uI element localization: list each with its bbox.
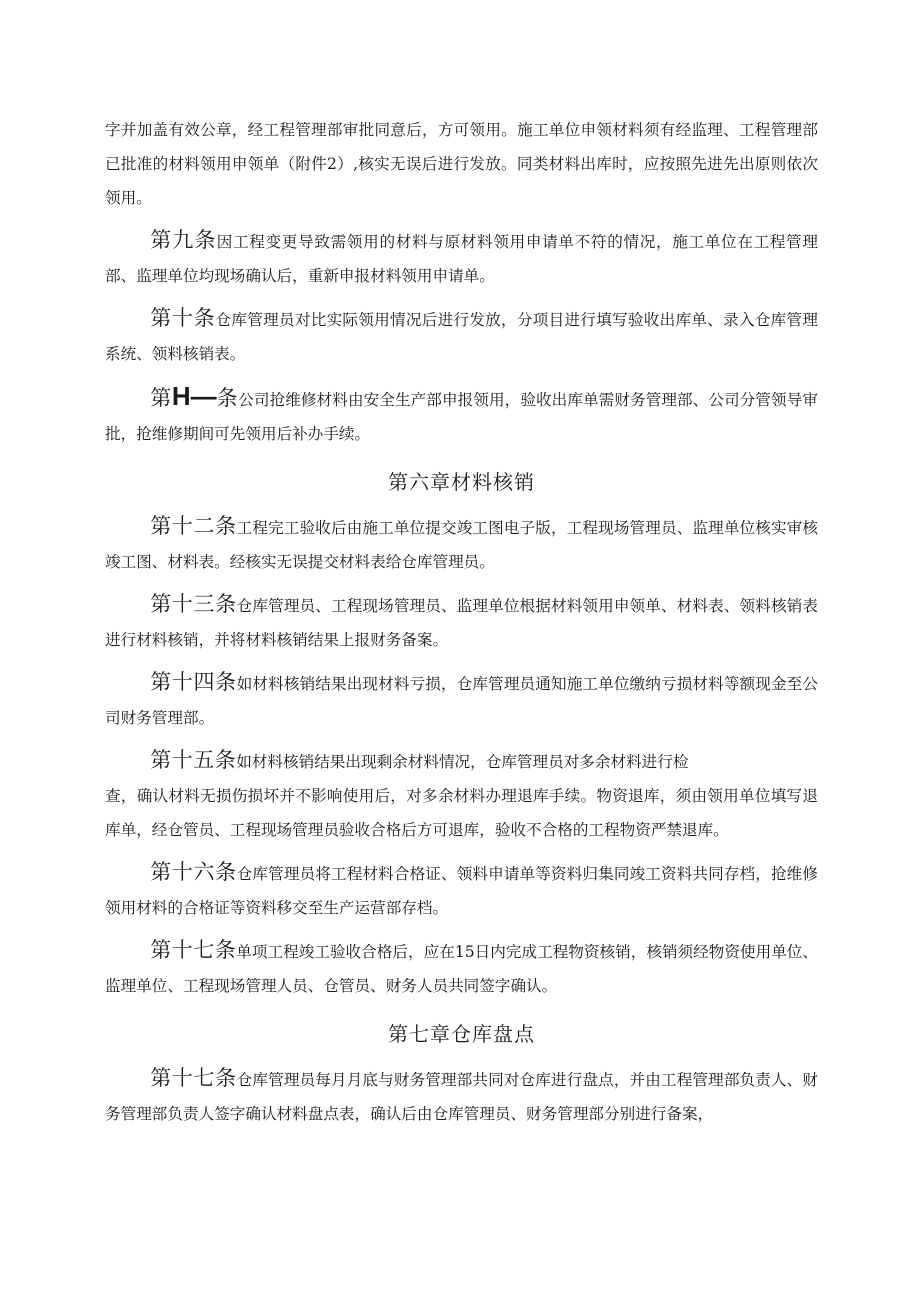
article-text: 如材料核销结果出现剩余材料情况，仓库管理员对多余材料进行检: [236, 753, 689, 771]
article-text: 仓库管理员、工程现场管理员、监理单位根据材料领用申领单、材料表、领料核销表进行材料核销，并将材料核销结果上报财务备案。: [105, 597, 818, 649]
article-label: 第十七条: [150, 1066, 237, 1090]
article-label: 第九条: [150, 228, 217, 252]
article-label: 第十六条: [150, 860, 237, 884]
article-17-inventory: [105, 1061, 818, 1131]
article-11: [105, 379, 818, 451]
document-body: [105, 113, 818, 1131]
article-10: [105, 301, 818, 371]
article-text: 公司抢维修材料由安全生产部申报领用，验收出库单需财务管理部、公司分管领导审批，抢维修期间可先领用后补办手续。: [105, 391, 818, 443]
article-text: 仓库管理员每月月底与财务管理部共同对仓库进行盘点，并由工程管理部负责人、财务管理部负责人签字确认材料盘点表，确认后由仓库管理员、财务管理部分别进行备案，: [105, 1071, 818, 1123]
article-label: 第十二条: [150, 514, 237, 538]
article-label: 第十五条: [150, 748, 237, 772]
article-text: 工程完工验收后由施工单位提交竣工图电子版，工程现场管理员、监理单位核实审核竣工图、材料表。经核实无误提交材料表给仓库管理员。: [105, 519, 818, 571]
article-16: [105, 855, 818, 925]
article-text: 仓库管理员对比实际领用情况后进行发放，分项目进行填写验收出库单、录入仓库管理系统、领料核销表。: [105, 311, 818, 363]
article-text: 仓库管理员将工程材料合格证、领料申请单等资料归集同竣工资料共同存档，抢维修领用材料的合格证等资料移交至生产运营部存档。: [105, 865, 818, 917]
article-label-prefix: 第: [150, 386, 172, 410]
article-text: 因工程变更导致需领用的材料与原材料领用申请单不符的情况，施工单位在工程管理部、监理单位均现场确认后，重新申报材料领用申请单。: [105, 233, 818, 285]
article-17: [105, 933, 818, 1003]
lead-paragraph: 字并加盖有效公章，经工程管理部审批同意后，方可领用。施工单位申领材料须有经监理、工程管理部已批准的材料领用申领单（附件2）,核实无误后进行发放。同类材料出库时，应按照先进先出原则依次领用。: [105, 121, 818, 207]
article-label: 第十条: [150, 306, 216, 330]
article-label: 第十四条: [150, 670, 237, 694]
article-label: 第十七条: [150, 938, 237, 962]
chapter-7-heading: 第七章仓库盘点: [388, 1022, 535, 1046]
article-label: 第十三条: [150, 592, 237, 616]
article-9: [105, 223, 818, 293]
article-15-continuation: 查，确认材料无损伤损坏并不影响使用后，对多余材料办理退库手续。物资退库，须由领用单位填写退库单，经仓管员、工程现场管理员验收合格后方可退库，验收不合格的工程物资严禁退库。: [105, 787, 818, 839]
article-text: 如材料核销结果出现材料亏损，仓库管理员通知施工单位缴纳亏损材料等额现金至公司财务管理部。: [105, 675, 818, 727]
article-14: [105, 665, 818, 735]
article-label-suffix: 条: [216, 386, 239, 410]
article-15: [105, 743, 818, 779]
article-label-ocr-glyph: H—: [171, 381, 217, 411]
article-13: [105, 587, 818, 657]
chapter-6-heading: 第六章材料核销: [388, 470, 535, 494]
article-12: [105, 509, 818, 579]
article-text: 单项工程竣工验收合格后，应在15日内完成工程物资核销，核销须经物资使用单位、监理单位、工程现场管理人员、仓管员、财务人员共同签字确认。: [105, 943, 819, 995]
